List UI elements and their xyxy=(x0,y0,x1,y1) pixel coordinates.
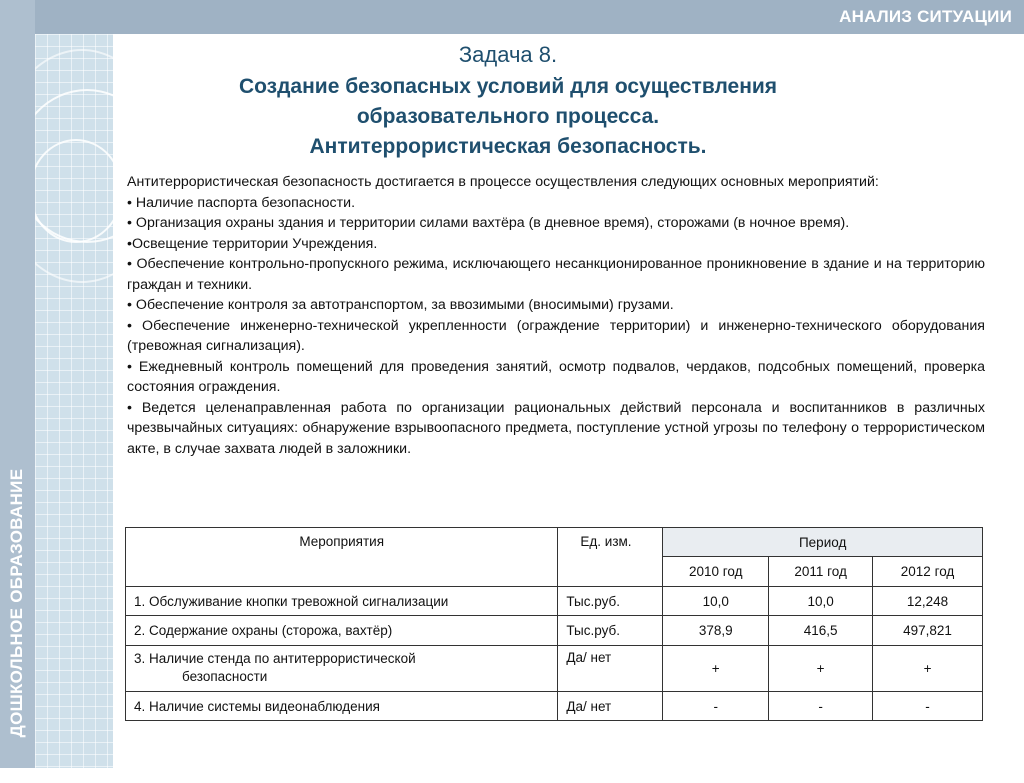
table-row xyxy=(126,587,983,616)
header-year: 2012 год xyxy=(873,557,983,587)
bullet-item: • Ведется целенаправленная работа по организации рациональных действий персонала и воспитанников в различных чрезвычайных ситуациях: обнаружение взрывоопасного предмета, поступление устной угрозы по телефону о террористическом акте, в случае захвата людей в заложники. xyxy=(127,399,985,457)
bullet-item: • Обеспечение инженерно-технической укрепленности (ограждение территории) и инженерно-технического оборудования (тревожная сигнализация). xyxy=(127,317,985,354)
table-row xyxy=(126,616,983,646)
top-header-bar xyxy=(0,0,1024,34)
row-unit: Да/ нет xyxy=(558,692,663,721)
row-value: - xyxy=(873,692,983,721)
row-activity-line-2: безопасности xyxy=(182,669,268,684)
intro-paragraph: Антитеррористическая безопасность достигается в процессе осуществления следующих основных мероприятий: xyxy=(127,174,879,190)
bullet-item: •Освещение территории Учреждения. xyxy=(127,235,378,252)
bullet-item: • Ежедневный контроль помещений для проведения занятий, осмотр подвалов, чердаков, подсобных помещений, проверка состояния ограждения. xyxy=(127,358,985,395)
table-row xyxy=(126,646,983,692)
row-value: 497,821 xyxy=(873,616,983,646)
row-value: 10,0 xyxy=(769,587,873,616)
row-unit: Да/ нет xyxy=(558,646,663,692)
task-number: Задача 8. xyxy=(458,42,558,67)
row-unit: Тыс.руб. xyxy=(558,616,663,646)
header-year: 2011 год xyxy=(769,557,873,587)
body-text xyxy=(127,172,985,459)
measures-table xyxy=(125,527,983,721)
row-value: + xyxy=(873,646,983,692)
row-activity-line-1: 3. Наличие стенда по антитеррористической xyxy=(134,651,416,666)
table-header-row xyxy=(126,528,983,557)
header-year: 2010 год xyxy=(663,557,769,587)
row-value: 416,5 xyxy=(769,616,873,646)
row-unit: Тыс.руб. xyxy=(558,587,663,616)
row-activity xyxy=(126,646,558,692)
sidebar-vertical-title: ДОШКОЛЬНОЕ ОБРАЗОВАНИЕ xyxy=(7,468,26,738)
title-line-1: Создание безопасных условий для осуществления xyxy=(238,75,778,98)
row-activity: 4. Наличие системы видеонаблюдения xyxy=(126,692,558,721)
row-value: 378,9 xyxy=(663,616,769,646)
decorative-ring xyxy=(35,49,113,283)
left-sidebar xyxy=(0,0,35,768)
slide-content xyxy=(113,34,1024,768)
header-unit: Ед. изм. xyxy=(558,528,663,587)
bullet-item: • Обеспечение контроля за автотранспортом, за ввозимыми (вносимыми) грузами. xyxy=(127,297,674,313)
bullet-item: • Организация охраны здания и территории силами вахтёра (в дневное время), сторожами (в ночное время). xyxy=(127,215,850,231)
row-value: 12,248 xyxy=(873,587,983,616)
decorative-grid-panel xyxy=(35,34,113,768)
table-row xyxy=(126,692,983,721)
title-line-2: образовательного процесса. xyxy=(356,105,660,128)
title-line-3: Антитеррористическая безопасность. xyxy=(309,135,707,158)
row-value: - xyxy=(769,692,873,721)
bullet-item: • Обеспечение контрольно-пропускного режима, исключающего несанкционированное проникновение в здание и на территорию граждан и техники. xyxy=(127,256,985,293)
row-activity: 2. Содержание охраны (сторожа, вахтёр) xyxy=(126,616,558,646)
header-activities: Мероприятия xyxy=(126,528,558,587)
row-value: + xyxy=(769,646,873,692)
header-period: Период xyxy=(663,528,983,557)
row-value: - xyxy=(663,692,769,721)
row-activity: 1. Обслуживание кнопки тревожной сигнализации xyxy=(126,587,558,616)
row-value: + xyxy=(663,646,769,692)
bullet-item: • Наличие паспорта безопасности. xyxy=(127,194,356,211)
page-title xyxy=(113,72,903,162)
section-label: АНАЛИЗ СИТУАЦИИ xyxy=(839,7,1012,26)
row-value: 10,0 xyxy=(663,587,769,616)
